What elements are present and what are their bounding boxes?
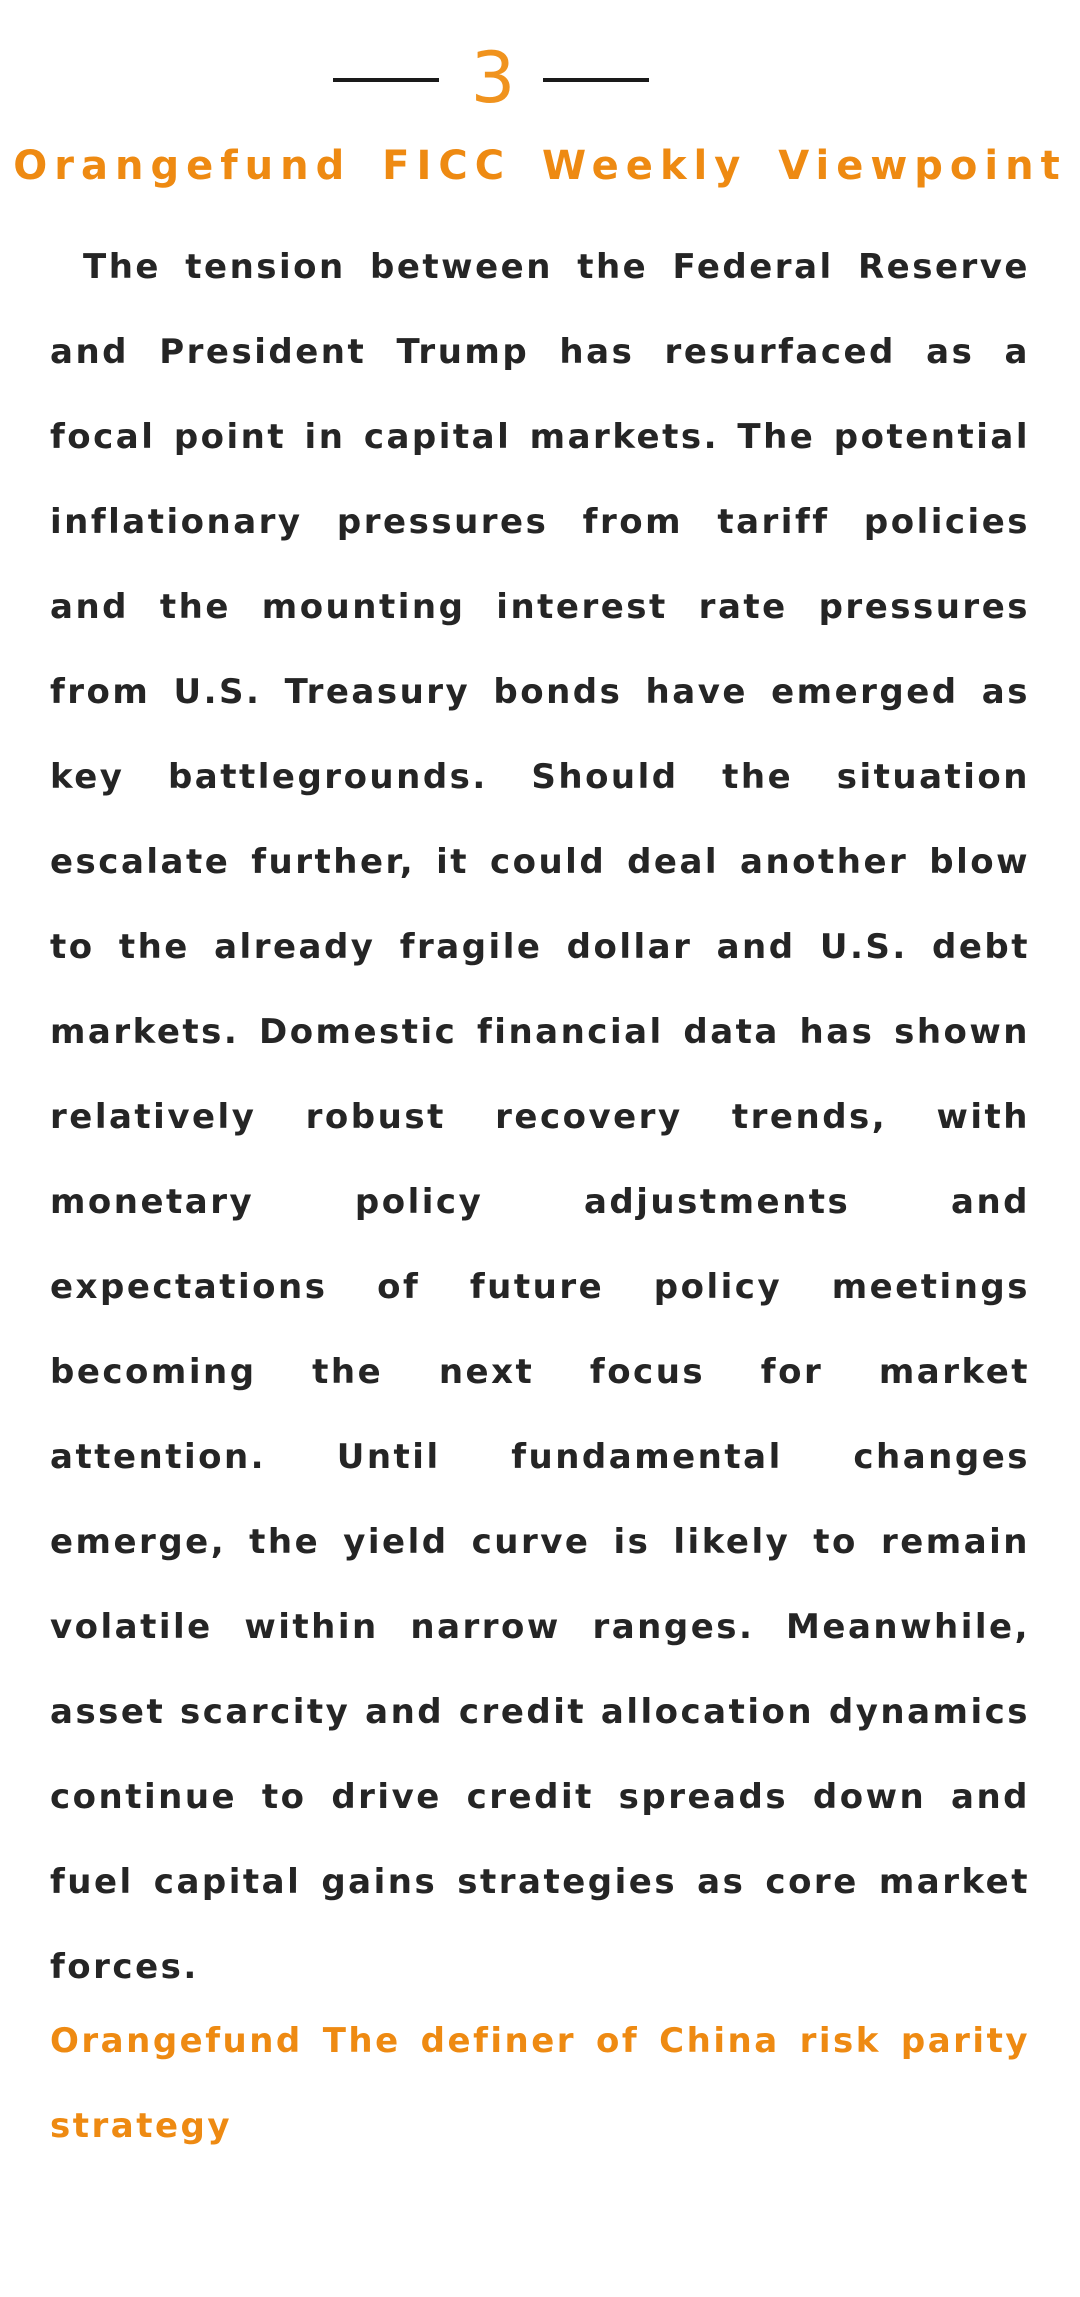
decorative-rule-right [543,78,649,82]
body-paragraph: The tension between the Federal Reserve and President Trump has resurfaced as a focal point in capital markets. The potential inflationary pressures from tariff policies and the mounting interest rate pressures from U.S. Treasury bonds have emerged as key battlegrounds. Should the situation escalate further, it could deal another blow to the already fragile dollar and U.S. debt markets. Domestic financial data has shown relatively robust recovery trends, with monetary policy adjustments and expectations of future policy meetings becoming the next focus for market attention. Until fundamental changes emerge, the yield curve is likely to remain volatile within narrow ranges. Meanwhile, asset scarcity and credit allocation dynamics continue to drive credit spreads down and fuel capital gains strategies as core market forces. [50,247,1030,1987]
decorative-rule-left [333,78,439,82]
section-number: 3 [470,37,516,119]
section-header [0,38,1080,118]
section-title: Orangefund FICC Weekly Viewpoint [13,143,1067,189]
brand-tagline: Orangefund The definer of China risk parity strategy [50,2021,1030,2146]
